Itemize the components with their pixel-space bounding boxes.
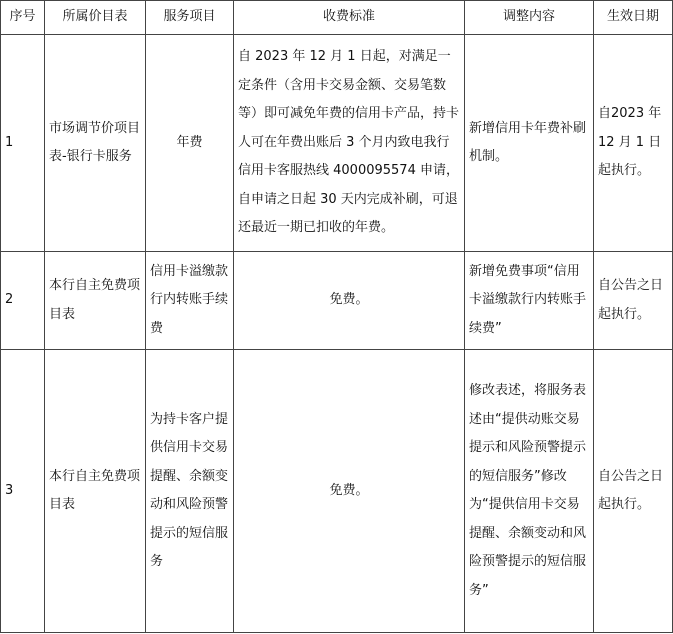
table-row (1, 252, 673, 350)
table-row (1, 35, 673, 252)
row-adjustment: 新增信用卡年费补刷机制。 (465, 35, 594, 252)
row-standard: 免费。 (234, 350, 465, 633)
row-adjustment: 修改表述，将服务表述由“提供动账交易提示和风险预警提示的短信服务”修改为“提供信用卡交易提醒、余额变动和风险预警提示的短信服务” (465, 350, 594, 633)
row-service: 年费 (146, 35, 234, 252)
row-no: 1 (1, 35, 45, 252)
row-adjustment: 新增免费事项“信用卡溢缴款行内转账手续费” (465, 252, 594, 350)
header-no: 序号 (1, 1, 45, 35)
row-standard: 免费。 (234, 252, 465, 350)
row-service: 信用卡溢缴款行内转账手续费 (146, 252, 234, 350)
header-adjustment: 调整内容 (465, 1, 594, 35)
row-standard: 自 2023 年 12 月 1 日起，对满足一定条件（含用卡交易金额、交易笔数等）即可减免年费的信用卡产品，持卡人可在年费出账后 3 个月内致电我行信用卡客服热线 4000095574 申请，自申请之日起 30 天内完成补刷，可退还最近一期已扣收的年费。 (234, 35, 465, 252)
row-effective: 自公告之日起执行。 (594, 252, 673, 350)
row-no: 2 (1, 252, 45, 350)
row-category: 本行自主免费项目表 (45, 252, 146, 350)
header-standard: 收费标准 (234, 1, 465, 35)
row-no: 3 (1, 350, 45, 633)
row-effective: 自公告之日起执行。 (594, 350, 673, 633)
table-header-row (1, 1, 673, 35)
row-category: 本行自主免费项目表 (45, 350, 146, 633)
header-category: 所属价目表 (45, 1, 146, 35)
row-category: 市场调节价项目表-银行卡服务 (45, 35, 146, 252)
row-effective: 自2023 年 12 月 1 日起执行。 (594, 35, 673, 252)
table-row (1, 350, 673, 633)
row-service: 为持卡客户提供信用卡交易提醒、余额变动和风险预警提示的短信服务 (146, 350, 234, 633)
header-effective: 生效日期 (594, 1, 673, 35)
header-service: 服务项目 (146, 1, 234, 35)
